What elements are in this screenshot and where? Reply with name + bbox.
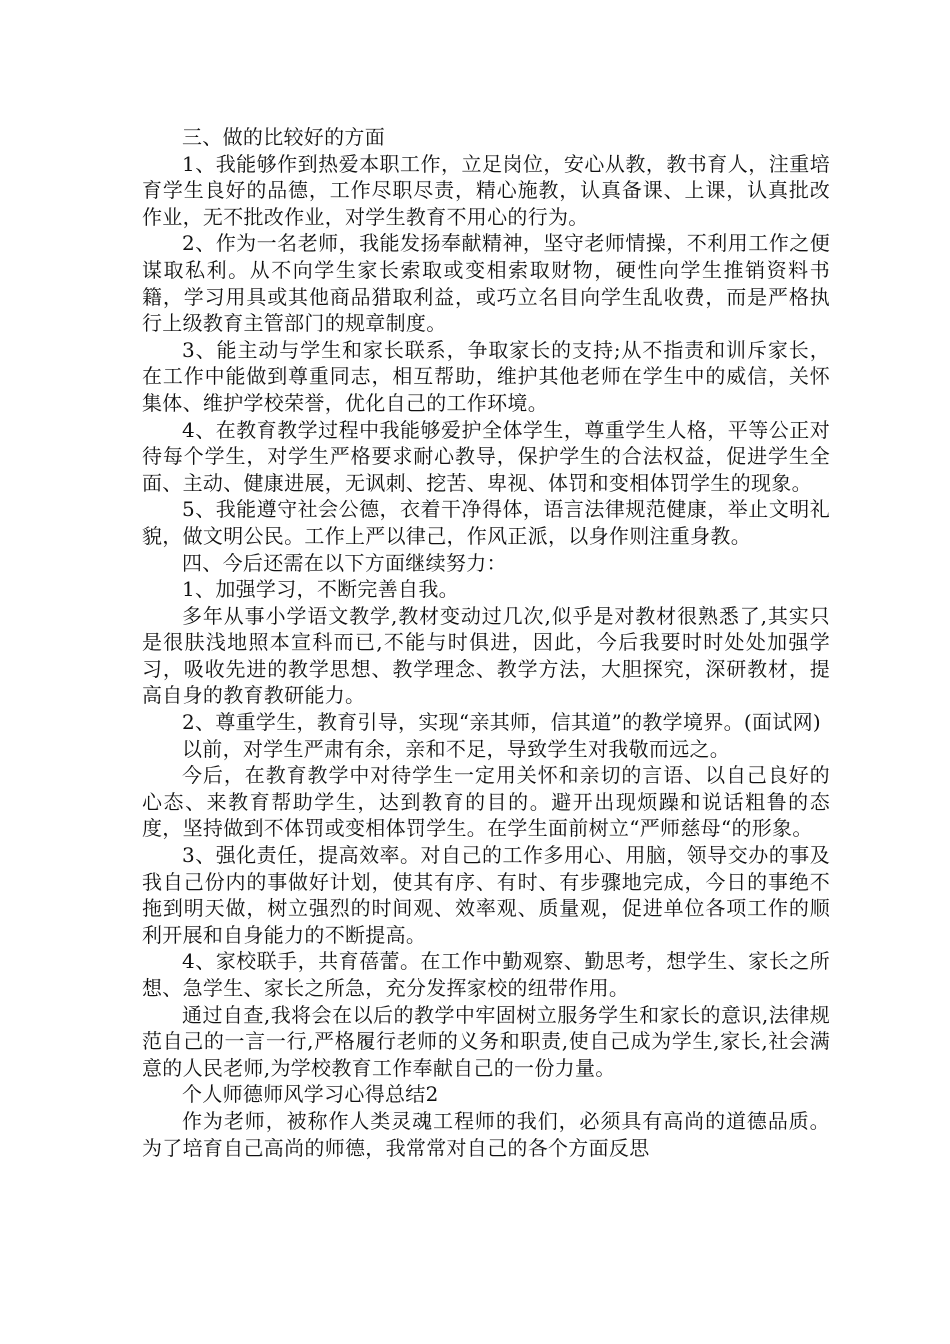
- paragraph: 通过自查,我将会在以后的教学中牢固树立服务学生和家长的意识,法律规范自己的一言一行,严格履行老师的义务和职责,使自己成为学生,家长,社会满意的人民老师,为学校教育工作奉献自己的一份力量。: [142, 1002, 830, 1080]
- paragraph: 今后，在教育教学中对待学生一定用关怀和亲切的言语、以自己良好的心态、来教育帮助学生，达到教育的目的。避开出现烦躁和说话粗鲁的态度，坚持做到不体罚或变相体罚学生。在学生面前树立“严师慈母“的形象。: [142, 763, 830, 841]
- paragraph: 2、尊重学生，教育引导，实现“亲其师，信其道”的教学境界。(面试网): [182, 710, 821, 735]
- paragraph: 4、在教育教学过程中我能够爱护全体学生，尊重学生人格，平等公正对待每个学生，对学生严格要求耐心教导，保护学生的合法权益，促进学生全面、主动、健康进展，无讽刺、挖苦、卑视、体罚和变相体罚学生的现象。: [142, 417, 830, 495]
- paragraph: 2、作为一名老师，我能发扬奉献精神，坚守老师情操，不利用工作之便谋取私利。从不向学生家长索取或变相索取财物，硬性向学生推销资料书籍，学习用具或其他商品猎取利益，或巧立名目向学生乱收费，而是严格执行上级教育主管部门的规章制度。: [142, 231, 830, 336]
- paragraph: 3、能主动与学生和家长联系，争取家长的支持;从不指责和训斥家长，在工作中能做到尊重同志，相互帮助，维护其他老师在学生中的威信，关怀集体、维护学校荣誉，优化自己的工作环境。: [142, 337, 830, 415]
- paragraph: 5、我能遵守社会公德，衣着干净得体，语言法律规范健康，举止文明礼貌，做文明公民。工作上严以律己，作风正派，以身作则注重身教。: [142, 497, 830, 548]
- paragraph: 多年从事小学语文教学,教材变动过几次,似乎是对教材很熟悉了,其实只是很肤浅地照本宣科而已,不能与时俱进，因此，今后我要时时处处加强学习，吸收先进的教学思想、教学理念、教学方法，大胆探究，深研教材，提高自身的教育教研能力。: [142, 603, 830, 708]
- article-title-2: 个人师德师风学习心得总结2: [182, 1082, 439, 1107]
- paragraph: 3、强化责任，提高效率。对自己的工作多用心、用脑，领导交办的事及我自己份内的事做好计划，使其有序、有时、有步骤地完成，今日的事绝不拖到明天做，树立强烈的时间观、效率观、质量观，促进单位各项工作的顺利开展和自身能力的不断提高。: [142, 843, 830, 947]
- document-page: [142, 124, 830, 1161]
- paragraph: 以前，对学生严肃有余，亲和不足，导致学生对我敬而远之。: [182, 736, 731, 761]
- section-heading-3: 三、做的比较好的方面: [182, 125, 385, 149]
- paragraph: 作为老师，被称作人类灵魂工程师的我们，必须具有高尚的道德品质。为了培育自己高尚的师德，我常常对自己的各个方面反思: [142, 1108, 830, 1160]
- paragraph: 1、我能够作到热爱本职工作，立足岗位，安心从教，教书育人，注重培育学生良好的品德，工作尽职尽责，精心施教，认真备课、上课，认真批改作业，无不批改作业，对学生教育不用心的行为。: [142, 151, 830, 229]
- section-heading-4: 四、今后还需在以下方面继续努力：: [182, 550, 507, 575]
- paragraph: 1、加强学习，不断完善自我。: [182, 577, 459, 602]
- paragraph: 4、家校联手，共育蓓蕾。在工作中勤观察、勤思考，想学生、家长之所想、急学生、家长之所急，充分发挥家校的纽带作用。: [142, 949, 830, 1000]
